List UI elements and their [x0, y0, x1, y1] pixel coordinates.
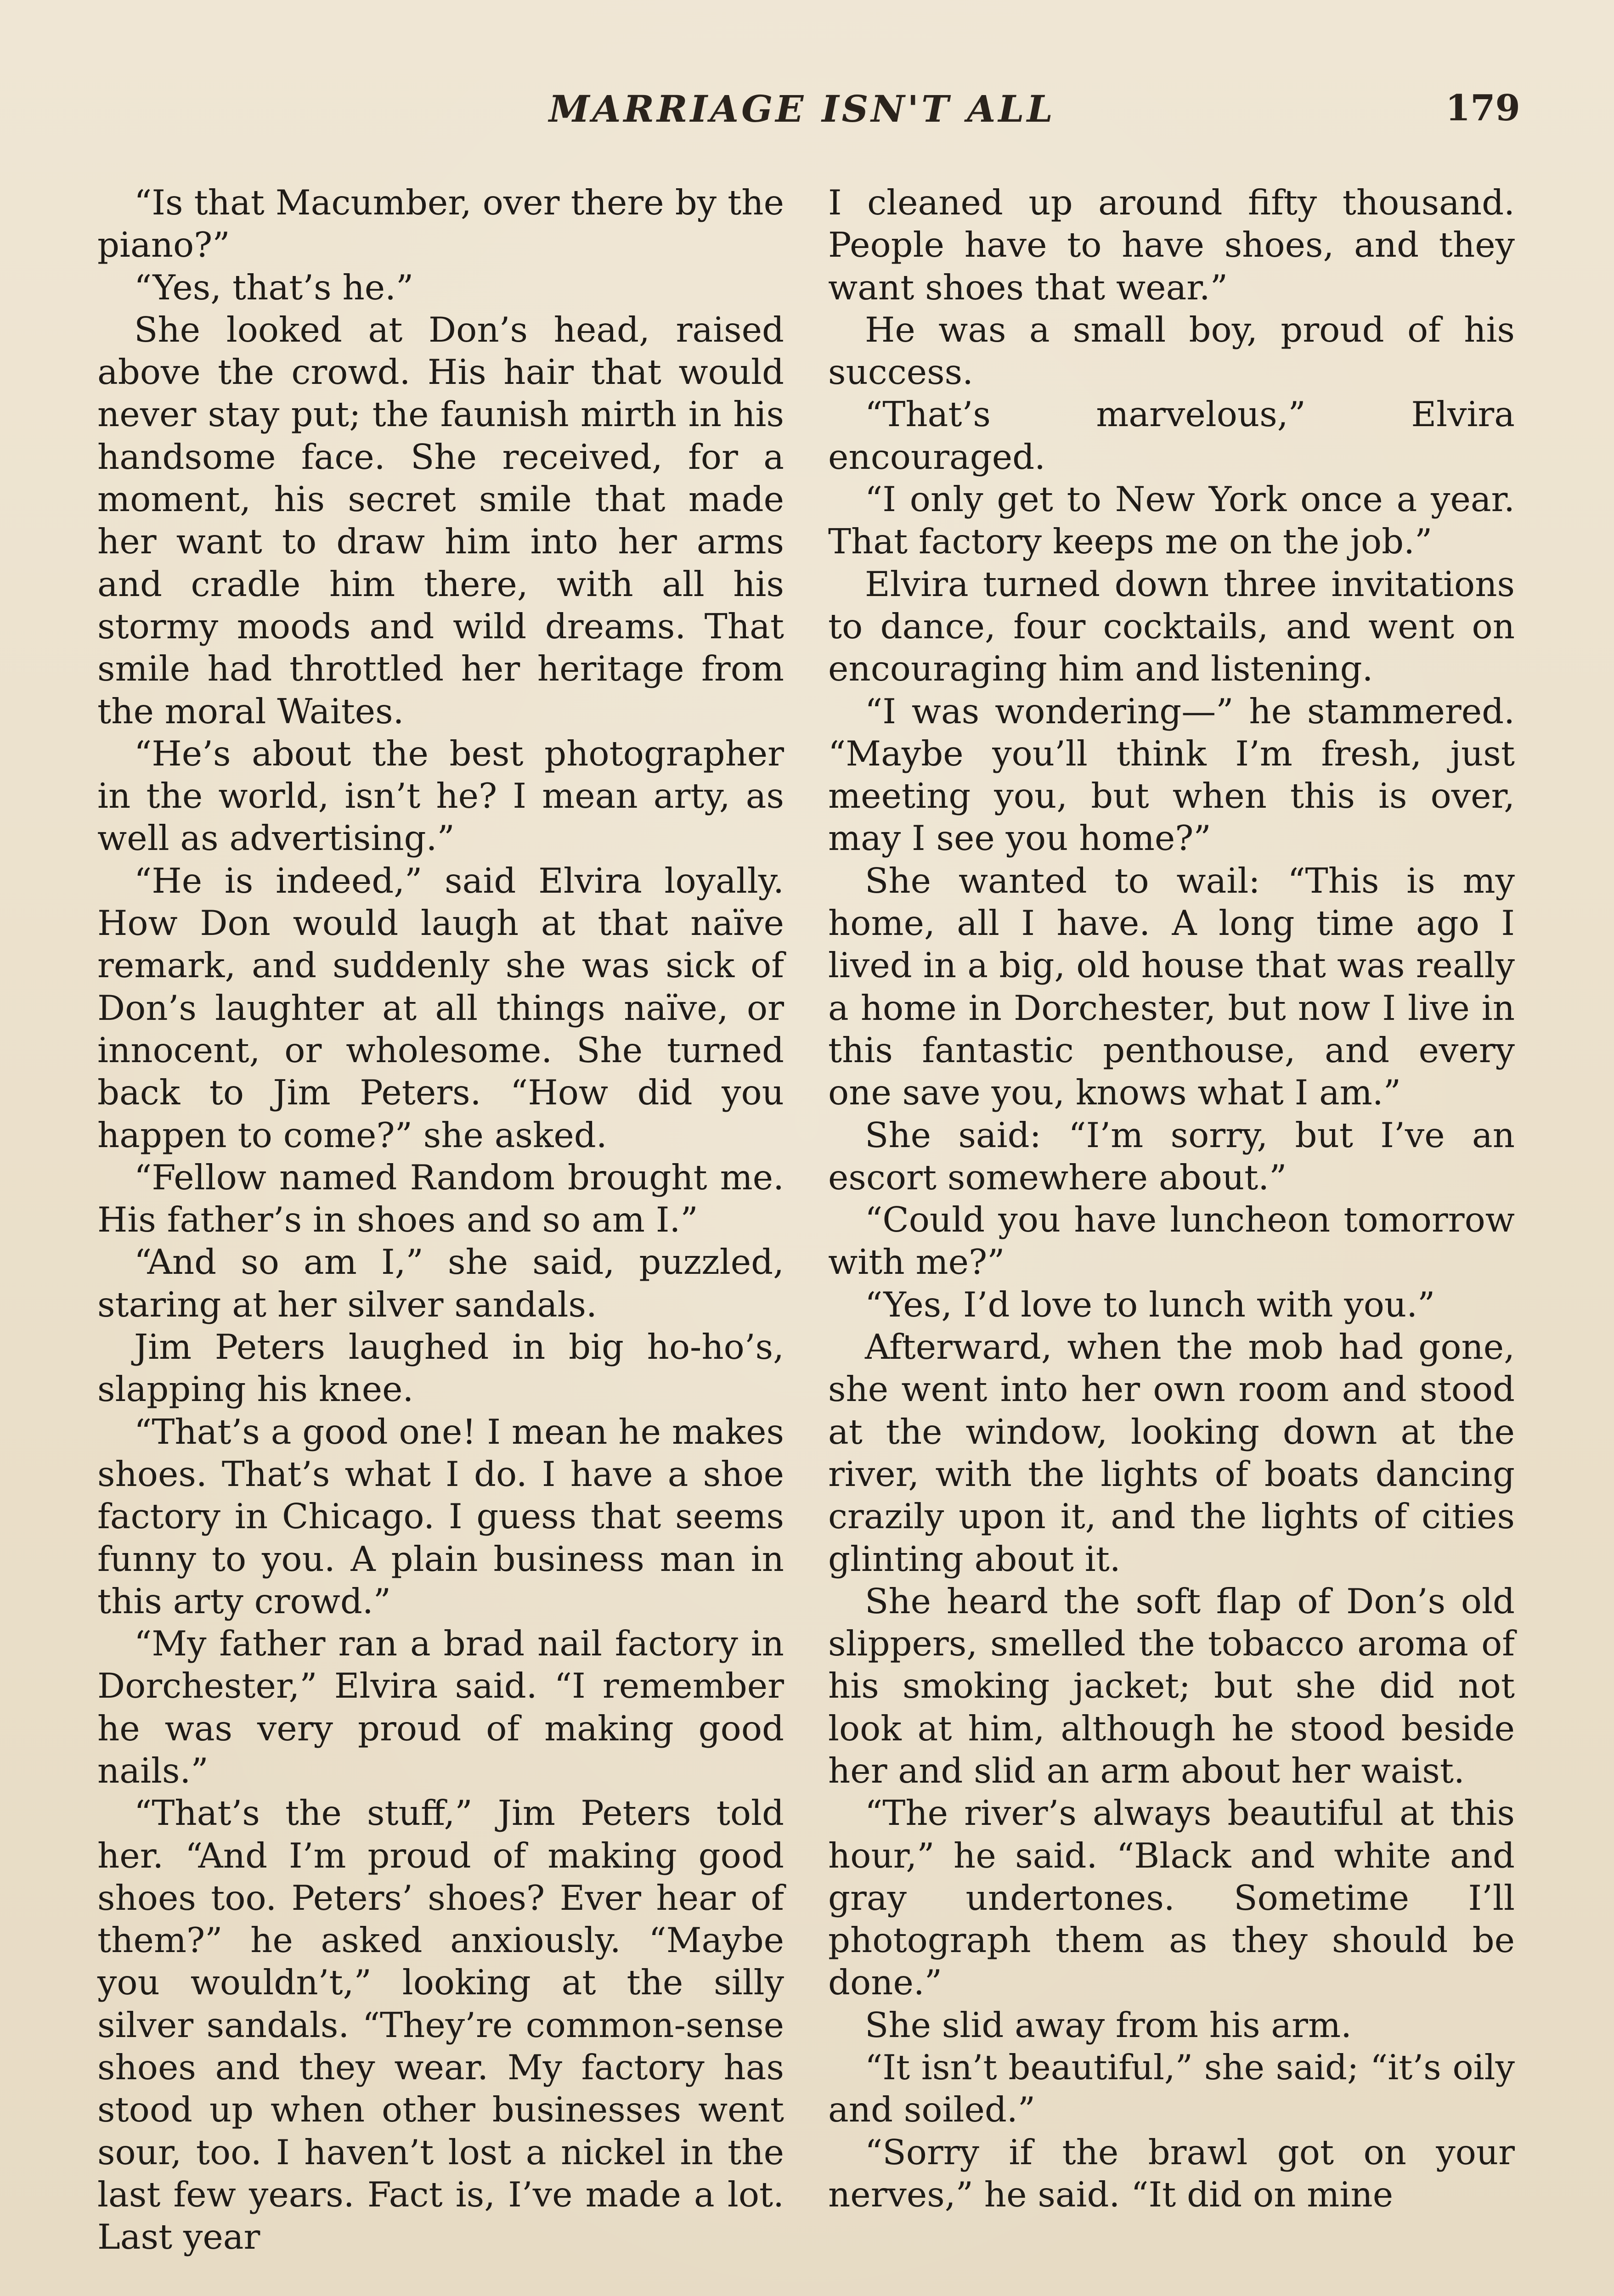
paragraph: She said: “I’m sorry, but I’ve an escort somewhere about.” — [828, 1114, 1515, 1198]
paragraph: Afterward, when the mob had gone, she went into her own room and stood at the window, looking down at the river, with the lights of boats dancing crazily upon it, and the lights of cities glinting about it. — [828, 1327, 1515, 1579]
left-text-column — [97, 181, 784, 2258]
paragraph: “And so am I,” she said, puzzled, staring at her silver sandals. — [97, 1242, 784, 1325]
paragraph: She heard the soft flap of Don’s old slippers, smelled the tobacco aroma of his smoking jacket; but she did not look at him, although he stood beside her and slid an arm about her waist. — [828, 1581, 1515, 1791]
paragraph: “Yes, that’s he.” — [134, 267, 414, 308]
paragraph: Elvira turned down three invitations to dance, four cocktails, and went on encouraging him and listening. — [828, 563, 1515, 689]
paragraph: “Fellow named Random brought me. His father’s in shoes and so am I.” — [97, 1157, 784, 1240]
running-title: MARRIAGE ISN'T ALL — [549, 87, 1055, 130]
paragraph: She wanted to wail: “This is my home, all I have. A long time ago I lived in a big, old house that was really a home in Dorchester, but now I live in this fantastic penthouse, and every one save you, knows what I am.” — [828, 860, 1515, 1113]
page-header — [0, 87, 1614, 138]
paragraph: “Is that Macumber, over there by the piano?” — [97, 182, 784, 265]
paragraph: “That’s marvelous,” Elvira encouraged. — [828, 394, 1515, 477]
paragraph: “Could you have luncheon tomorrow with me?” — [828, 1199, 1515, 1283]
paragraph: “The river’s always beautiful at this hour,” he said. “Black and white and gray undertones. Sometime I’ll photograph them as they should be done.” — [828, 1793, 1515, 2003]
page-number: 179 — [1445, 87, 1520, 129]
paragraph: “My father ran a brad nail factory in Dorchester,” Elvira said. “I remember he was very proud of making good nails.” — [97, 1623, 784, 1791]
paragraph: He was a small boy, proud of his success. — [828, 309, 1515, 393]
paragraph: “Yes, I’d love to lunch with you.” — [865, 1284, 1435, 1325]
right-text-column — [828, 181, 1515, 2216]
paragraph: “He’s about the best photographer in the world, isn’t he? I mean arty, as well as advertising.” — [97, 733, 784, 859]
paragraph: “I only get to New York once a year. That factory keeps me on the job.” — [828, 479, 1515, 562]
paragraph: She looked at Don’s head, raised above the crowd. His hair that would never stay put; the faunish mirth in his handsome face. She received, for a moment, his secret smile that made her want to draw him into her arms and cradle him there, with all his stormy moods and wild dreams. That smile had throttled her heritage from the moral Waites. — [97, 309, 784, 732]
paragraph: She slid away from his arm. — [865, 2004, 1352, 2045]
paragraph: I cleaned up around fifty thousand. People have to have shoes, and they want shoes that wear.” — [828, 182, 1515, 308]
paragraph: “It isn’t beautiful,” she said; “it’s oily and soiled.” — [828, 2047, 1515, 2130]
paragraph: “He is indeed,” said Elvira loyally. How Don would laugh at that naïve remark, and suddenly she was sick of Don’s laughter at all things naïve, or innocent, or wholesome. She turned back to Jim Peters. “How did you happen to come?” she asked. — [97, 860, 784, 1155]
paragraph: “Sorry if the brawl got on your nerves,” he said. “It did on mine — [828, 2132, 1515, 2215]
paragraph: “That’s a good one! I mean he makes shoes. That’s what I do. I have a shoe factory in Chicago. I guess that seems funny to you. A plain business man in this arty crowd.” — [97, 1411, 784, 1621]
paragraph: Jim Peters laughed in big ho-ho’s, slapping his knee. — [97, 1327, 784, 1410]
paragraph: “That’s the stuff,” Jim Peters told her. “And I’m proud of making good shoes too. Peters’ shoes? Ever hear of them?” he asked anxiously. “Maybe you wouldn’t,” looking at the silly silver sandals. “They’re common-sense shoes and they wear. My factory has stood up when other businesses went sour, too. I haven’t lost a nickel in the last few years. Fact is, I’ve made a lot. Last year — [97, 1793, 784, 2257]
paragraph: “I was wondering—” he stammered. “Maybe you’ll think I’m fresh, just meeting you, but when this is over, may I see you home?” — [828, 691, 1515, 859]
